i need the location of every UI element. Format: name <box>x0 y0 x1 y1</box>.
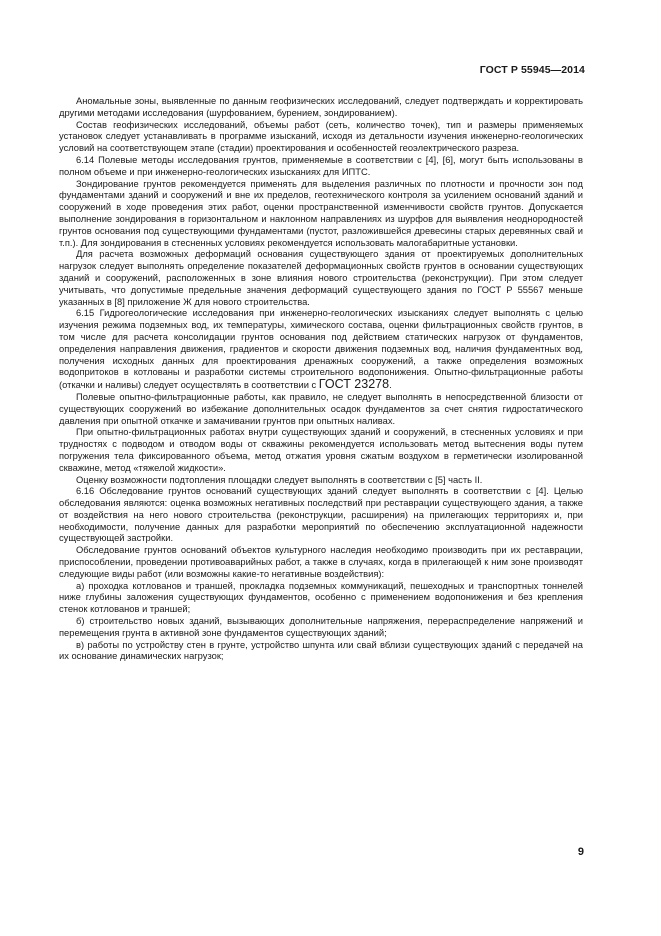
paragraph-6-16: 6.16 Обследование грунтов оснований существующих зданий следует выполнять в соответствии с [4]. Целью обследования являются: оценка возможных негативных последствий при реставрации существующего здания, а также от воздействия на него нового строительства (реконструкции, расширения) на прилегающих территориях и, при необходимости, получение данных для разработки мероприятий по обеспечению эксплуатационной надежности существующей застройки. <box>59 486 583 544</box>
paragraph-6-15-text: 6.15 Гидрогеологические исследования при инженерно-геологических изысканиях следует выполнять с целью изучения режима подземных вод, их температуры, химического состава, оценки фильтрационных свойств грунтов, в том числе для расчета консолидации грунтов основания под действием статических нагрузок от фундаментов, определения направления движения, градиентов и скорости движения подземных вод, наличия фундаментных вод, получения исходных данных для проектирования дренажных сооружений, а также определения возможных водопритоков в котлованы и разработки системы строительного водопонижения. Опытно-фильтрационные работы (откачки и наливы) следует осуществлять в соответствии с <box>59 308 583 391</box>
paragraph-heritage-survey: Обследование грунтов оснований объектов культурного наследия необходимо производить при их реставрации, приспособлении, проведении противоаварийных работ, а также в случаях, когда в прилегающей к ним зоне производят следующие виды работ (или возможны какие-то негативные воздействия): <box>59 545 583 579</box>
list-item-b: б) строительство новых зданий, вызывающих дополнительные напряжения, перераспределение напряжений и перемещения грунта в активной зоне фундаментов существующих зданий; <box>59 616 583 638</box>
gost-23278-reference: ГОСТ 23278 <box>318 377 390 392</box>
page-number: 9 <box>577 846 584 858</box>
list-item-c: в) работы по устройству стен в грунте, устройство шпунта или свай вблизи существующих зданий с передачей на их основание динамических нагрузок; <box>59 639 583 662</box>
paragraph-field-filtration: Полевые опытно-фильтрационные работы, как правило, не следует выполнять в непосредственной близости от существующих сооружений во избежание дополнительных осадок фундаментов за счет снятия гидростатического давления при опытной откачке и замачивании грунтов при опытных наливах. <box>59 391 583 426</box>
paragraph-flooding-assessment: Оценку возможности подтопления площадки следует выполнять в соответствии с [5] часть II. <box>76 474 483 485</box>
paragraph-6-15 <box>59 308 583 392</box>
sentence-end: . <box>389 380 392 391</box>
paragraph-filtration-inside-buildings: При опытно-фильтрационных работах внутри существующих зданий и сооружений, в стесненных условиях и при трудностях с подводом и отводом воды от скважины рекомендуется использовать метод вытеснения воды путем погружения тела фиксированного объема, метод отжатия уровня сжатым воздухом в герметически изолированной скважине, метод «тяжелой жидкости». <box>59 427 583 473</box>
document-body <box>59 96 583 663</box>
list-item-a: а) проходка котлованов и траншей, прокладка подземных коммуникаций, пешеходных и транспортных тоннелей ниже глубины заложения существующих фундаментов, особенно с применением водопонижения и без крепления стенок котлованов и траншей; <box>59 580 583 615</box>
page-header-standard-id: ГОСТ Р 55945—2014 <box>479 64 585 76</box>
paragraph-deformation-calc: Для расчета возможных деформаций основания существующего здания от проектируемых дополнительных нагрузок следует выполнять определение показателей деформационных свойств грунтов в основании существующих зданий и сооружений, расположенных в зоне влияния нового строительства (реконструкции). При этом следует учитывать, что допустимые предельные значения деформаций существующего здания по ГОСТ Р 55567 меньше указанных в [8] приложение Ж для нового строительства. <box>59 249 583 307</box>
paragraph-6-14: 6.14 Полевые методы исследования грунтов, применяемые в соответствии с [4], [6], могут быть использованы в полном объеме и при инженерно-геологических изысканиях для ИПТС. <box>59 154 583 177</box>
paragraph-geophysical-composition: Состав геофизических исследований, объемы работ (сеть, количество точек), тип и размеры применяемых установок следует устанавливать в программе изысканий, исходя из детальности изучения инженерно-геологических условий на соответствующем этапе (стадии) проектирования и особенностей геоэлектрического разреза. <box>59 119 583 154</box>
paragraph-anomalous-zones: Аномальные зоны, выявленные по данным геофизических исследований, следует подтверждать и корректировать другими методами исследования (шурфованием, бурением, зондированием). <box>59 96 583 118</box>
paragraph-sounding: Зондирование грунтов рекомендуется применять для выделения различных по плотности и прочности зон под фундаментами зданий и сооружений и вне их пределов, геотехнического контроля за усилением оснований зданий и сооружений в ходе проведения этих работ, оценки пространственной изменчивости свойств грунтов. Допускается выполнение зондирования в горизонтальном и наклонном направлениях из шурфов для выявления неоднородностей грунтов основания под существующими фундаментами (пустот, разложившейся древесины старых деревянных свай и т.п.). Для зондирования в стесненных условиях рекомендуется использовать малогабаритные установки. <box>59 178 583 248</box>
